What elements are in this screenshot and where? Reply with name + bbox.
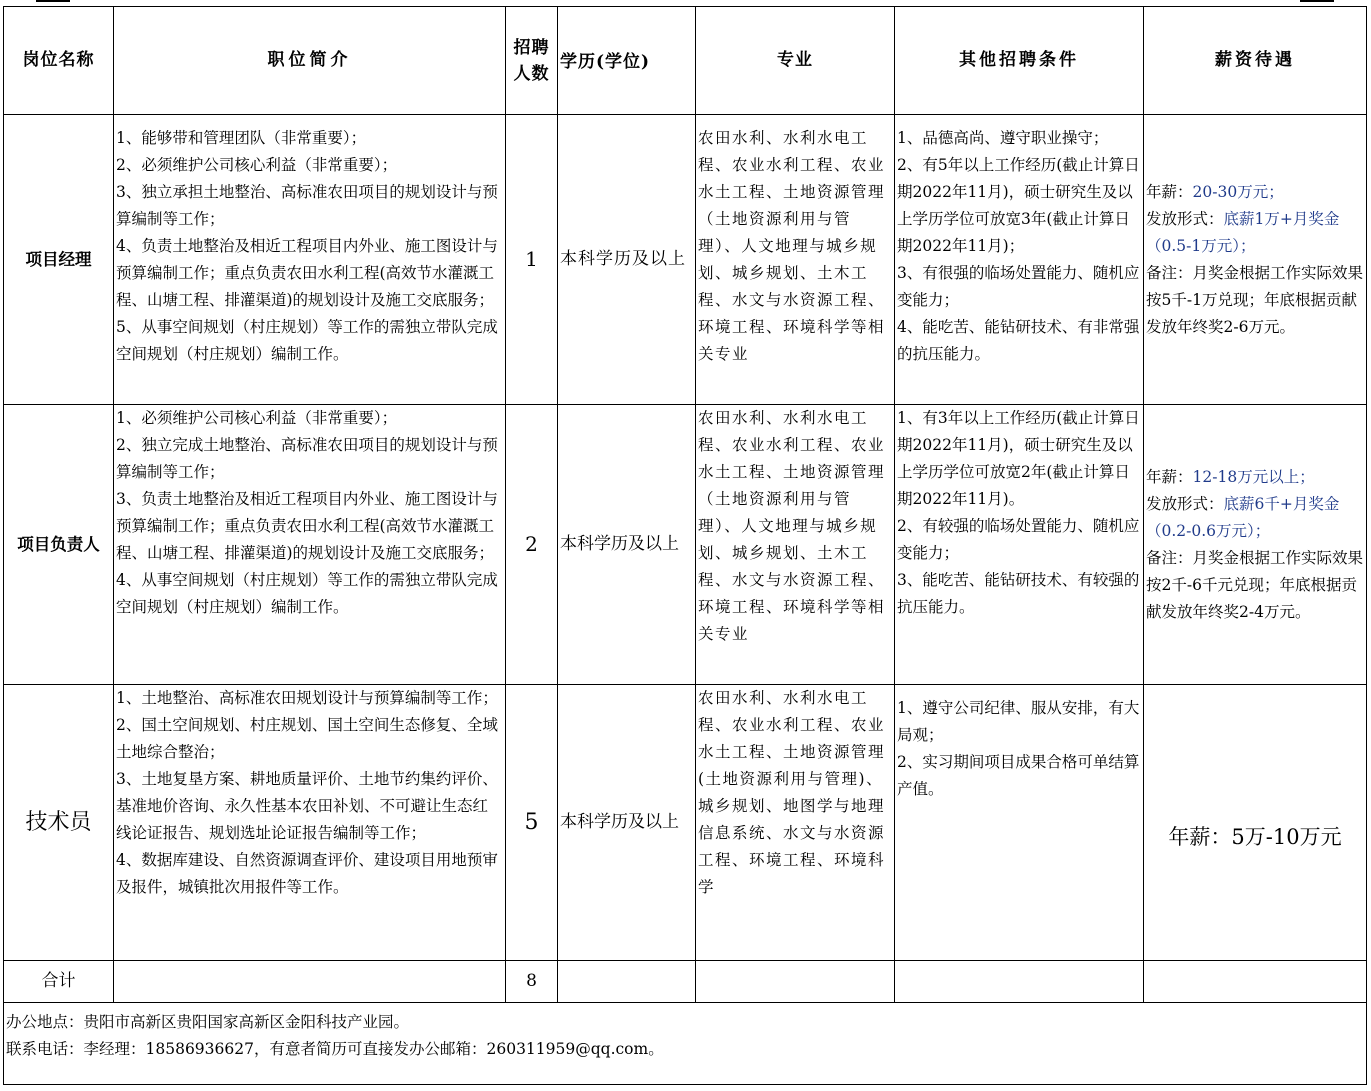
duty-item: 2、国土空间规划、村庄规划、国土空间生态修复、全域土地综合整治；: [116, 716, 498, 761]
hire-count: 2: [506, 405, 558, 685]
top-edge-left: [36, 0, 70, 2]
major-text: 农田水利、水利水电工程、农业水利工程、农业水土工程、土地资源管理（土地资源利用与管理）、人文地理与城乡规划、城乡规划、土木工程、水文与水资源工程、环境工程、环境科学等相关专业: [698, 409, 886, 643]
hire-count: 1: [506, 115, 558, 405]
table-row: [4, 405, 1367, 685]
major-cell: [696, 405, 895, 685]
footer-row: [4, 1003, 1367, 1085]
empty-cell: [558, 961, 696, 1003]
duty-item: 4、从事空间规划（村庄规划）等工作的需独立带队完成空间规划（村庄规划）编制工作。: [116, 571, 498, 616]
salary-form: [1146, 206, 1364, 260]
position-name: 技术员: [4, 685, 114, 961]
salary-form-value: 底薪1万+月奖金（0.5-1万元）；: [1146, 209, 1340, 255]
salary-cell: [1144, 405, 1367, 685]
office-address: 办公地点：贵阳市高新区贵阳国家高新区金阳科技产业园。: [6, 1013, 410, 1031]
duty-item: 1、必须维护公司核心利益（非常重要）；: [116, 409, 398, 427]
header-conditions: 其他招聘条件: [895, 7, 1144, 115]
duty-item: 1、土地整治、高标准农田规划设计与预算编制等工作；: [116, 689, 498, 707]
salary-annual-label: 年薪：: [1146, 467, 1193, 486]
total-count: 8: [506, 961, 558, 1003]
salary-annual: [1146, 464, 1364, 491]
duty-item: 2、必须维护公司核心利益（非常重要）；: [116, 156, 398, 174]
salary-cell: [1144, 115, 1367, 405]
header-major: 专业: [696, 7, 895, 115]
footer-cell: [4, 1003, 1367, 1085]
condition-item: 2、有较强的临场处置能力、随机应变能力；: [897, 517, 1140, 562]
table-row: [4, 685, 1367, 961]
conditions-cell: [895, 685, 1144, 961]
education: 本科学历及以上: [558, 685, 696, 961]
top-edge-right: [1300, 0, 1334, 2]
duty-item: 2、独立完成土地整治、高标准农田项目的规划设计与预算编制等工作；: [116, 436, 498, 481]
total-label: 合计: [4, 961, 114, 1003]
salary-annual-label: 年薪：: [1146, 182, 1193, 201]
duties-cell: [114, 685, 506, 961]
empty-cell: [1144, 961, 1367, 1003]
header-row: [4, 7, 1367, 115]
duty-item: 5、从事空间规划（村庄规划）等工作的需独立带队完成空间规划（村庄规划）编制工作。: [116, 318, 498, 363]
position-name: 项目负责人: [4, 405, 114, 685]
condition-item: 2、有5年以上工作经历(截止计算日期2022年11月)，硕士研究生及以上学历学位可放宽3年(截止计算日期2022年11月)；: [897, 156, 1140, 255]
header-count: [506, 7, 558, 115]
header-count-line1: 招聘: [513, 37, 550, 58]
major-text: 农田水利、水利水电工程、农业水利工程、农业水土工程、土地资源管理（土地资源利用与管理）、人文地理与城乡规划、城乡规划、土木工程、水文与水资源工程、环境工程、环境科学等相关专业: [698, 129, 886, 363]
contact-info: 联系电话：李经理：18586936627，有意者简历可直接发办公邮箱：260311959@qq.com。: [6, 1040, 664, 1058]
salary-note: 备注：月奖金根据工作实际效果按5千-1万兑现；年底根据贡献发放年终奖2-6万元。: [1146, 263, 1364, 336]
condition-item: 4、能吃苦、能钻研技术、有非常强的抗压能力。: [897, 318, 1140, 363]
salary-annual-value: 12-18万元以上；: [1192, 467, 1315, 486]
duty-item: 4、数据库建设、自然资源调查评价、建设项目用地预审及报件，城镇批次用报件等工作。: [116, 851, 498, 896]
major-text: 农田水利、水利水电工程、农业水利工程、农业水土工程、土地资源管理(土地资源利用与管理)、城乡规划、地图学与地理信息系统、水文与水资源工程、环境工程、环境科学: [698, 689, 886, 896]
salary-annual: [1146, 179, 1364, 206]
salary-annual-value: 20-30万元；: [1192, 182, 1284, 201]
header-intro: 职位简介: [114, 7, 506, 115]
hire-count: 5: [506, 685, 558, 961]
total-row: [4, 961, 1367, 1003]
education: 本科学历及以上: [558, 115, 696, 405]
duties-cell: [114, 115, 506, 405]
duty-item: 3、负责土地整治及相近工程项目内外业、施工图设计与预算编制工作；重点负责农田水利工程(高效节水灌溉工程、山塘工程、排灌渠道)的规划设计及施工交底服务；: [116, 490, 498, 562]
position-name: 项目经理: [4, 115, 114, 405]
header-count-line2: 人数: [513, 63, 550, 84]
header-position: 岗位名称: [4, 7, 114, 115]
conditions-cell: [895, 115, 1144, 405]
salary-text: 年薪：5万-10万元: [1168, 825, 1342, 849]
conditions-cell: [895, 405, 1144, 685]
education: 本科学历及以上: [558, 405, 696, 685]
condition-item: 2、实习期间项目成果合格可单结算产值。: [897, 753, 1140, 798]
salary-form-value: 底薪6千+月奖金（0.2-0.6万元）；: [1146, 494, 1340, 540]
salary-form-label: 发放形式：: [1146, 209, 1224, 228]
header-salary: 薪资待遇: [1144, 7, 1367, 115]
salary-form: [1146, 491, 1364, 545]
salary-cell: [1144, 685, 1367, 961]
empty-cell: [895, 961, 1144, 1003]
duty-item: 1、能够带和管理团队（非常重要）；: [116, 129, 367, 147]
salary-note: 备注：月奖金根据工作实际效果按2千-6千元兑现；年底根据贡献发放年终奖2-4万元。: [1146, 548, 1364, 621]
salary-form-label: 发放形式：: [1146, 494, 1224, 513]
duty-item: 3、独立承担土地整治、高标准农田项目的规划设计与预算编制等工作；: [116, 183, 498, 228]
condition-item: 1、遵守公司纪律、服从安排，有大局观；: [897, 699, 1140, 744]
duty-item: 4、负责土地整治及相近工程项目内外业、施工图设计与预算编制工作；重点负责农田水利工程(高效节水灌溉工程、山塘工程、排灌渠道)的规划设计及施工交底服务；: [116, 237, 498, 309]
job-table: [3, 6, 1367, 1085]
condition-item: 3、能吃苦、能钻研技术、有较强的抗压能力。: [897, 571, 1140, 616]
duties-cell: [114, 405, 506, 685]
condition-item: 3、有很强的临场处置能力、随机应变能力；: [897, 264, 1140, 309]
condition-item: 1、品德高尚、遵守职业操守；: [897, 129, 1109, 147]
empty-cell: [114, 961, 506, 1003]
duty-item: 3、土地复垦方案、耕地质量评价、土地节约集约评价、基准地价咨询、永久性基本农田补划、不可避让生态红线论证报告、规划选址论证报告编制等工作；: [116, 770, 498, 842]
major-cell: [696, 115, 895, 405]
table-row: [4, 115, 1367, 405]
header-education: 学历(学位): [558, 7, 696, 115]
empty-cell: [696, 961, 895, 1003]
condition-item: 1、有3年以上工作经历(截止计算日期2022年11月)，硕士研究生及以上学历学位可放宽2年(截止计算日期2022年11月)。: [897, 409, 1140, 508]
major-cell: [696, 685, 895, 961]
